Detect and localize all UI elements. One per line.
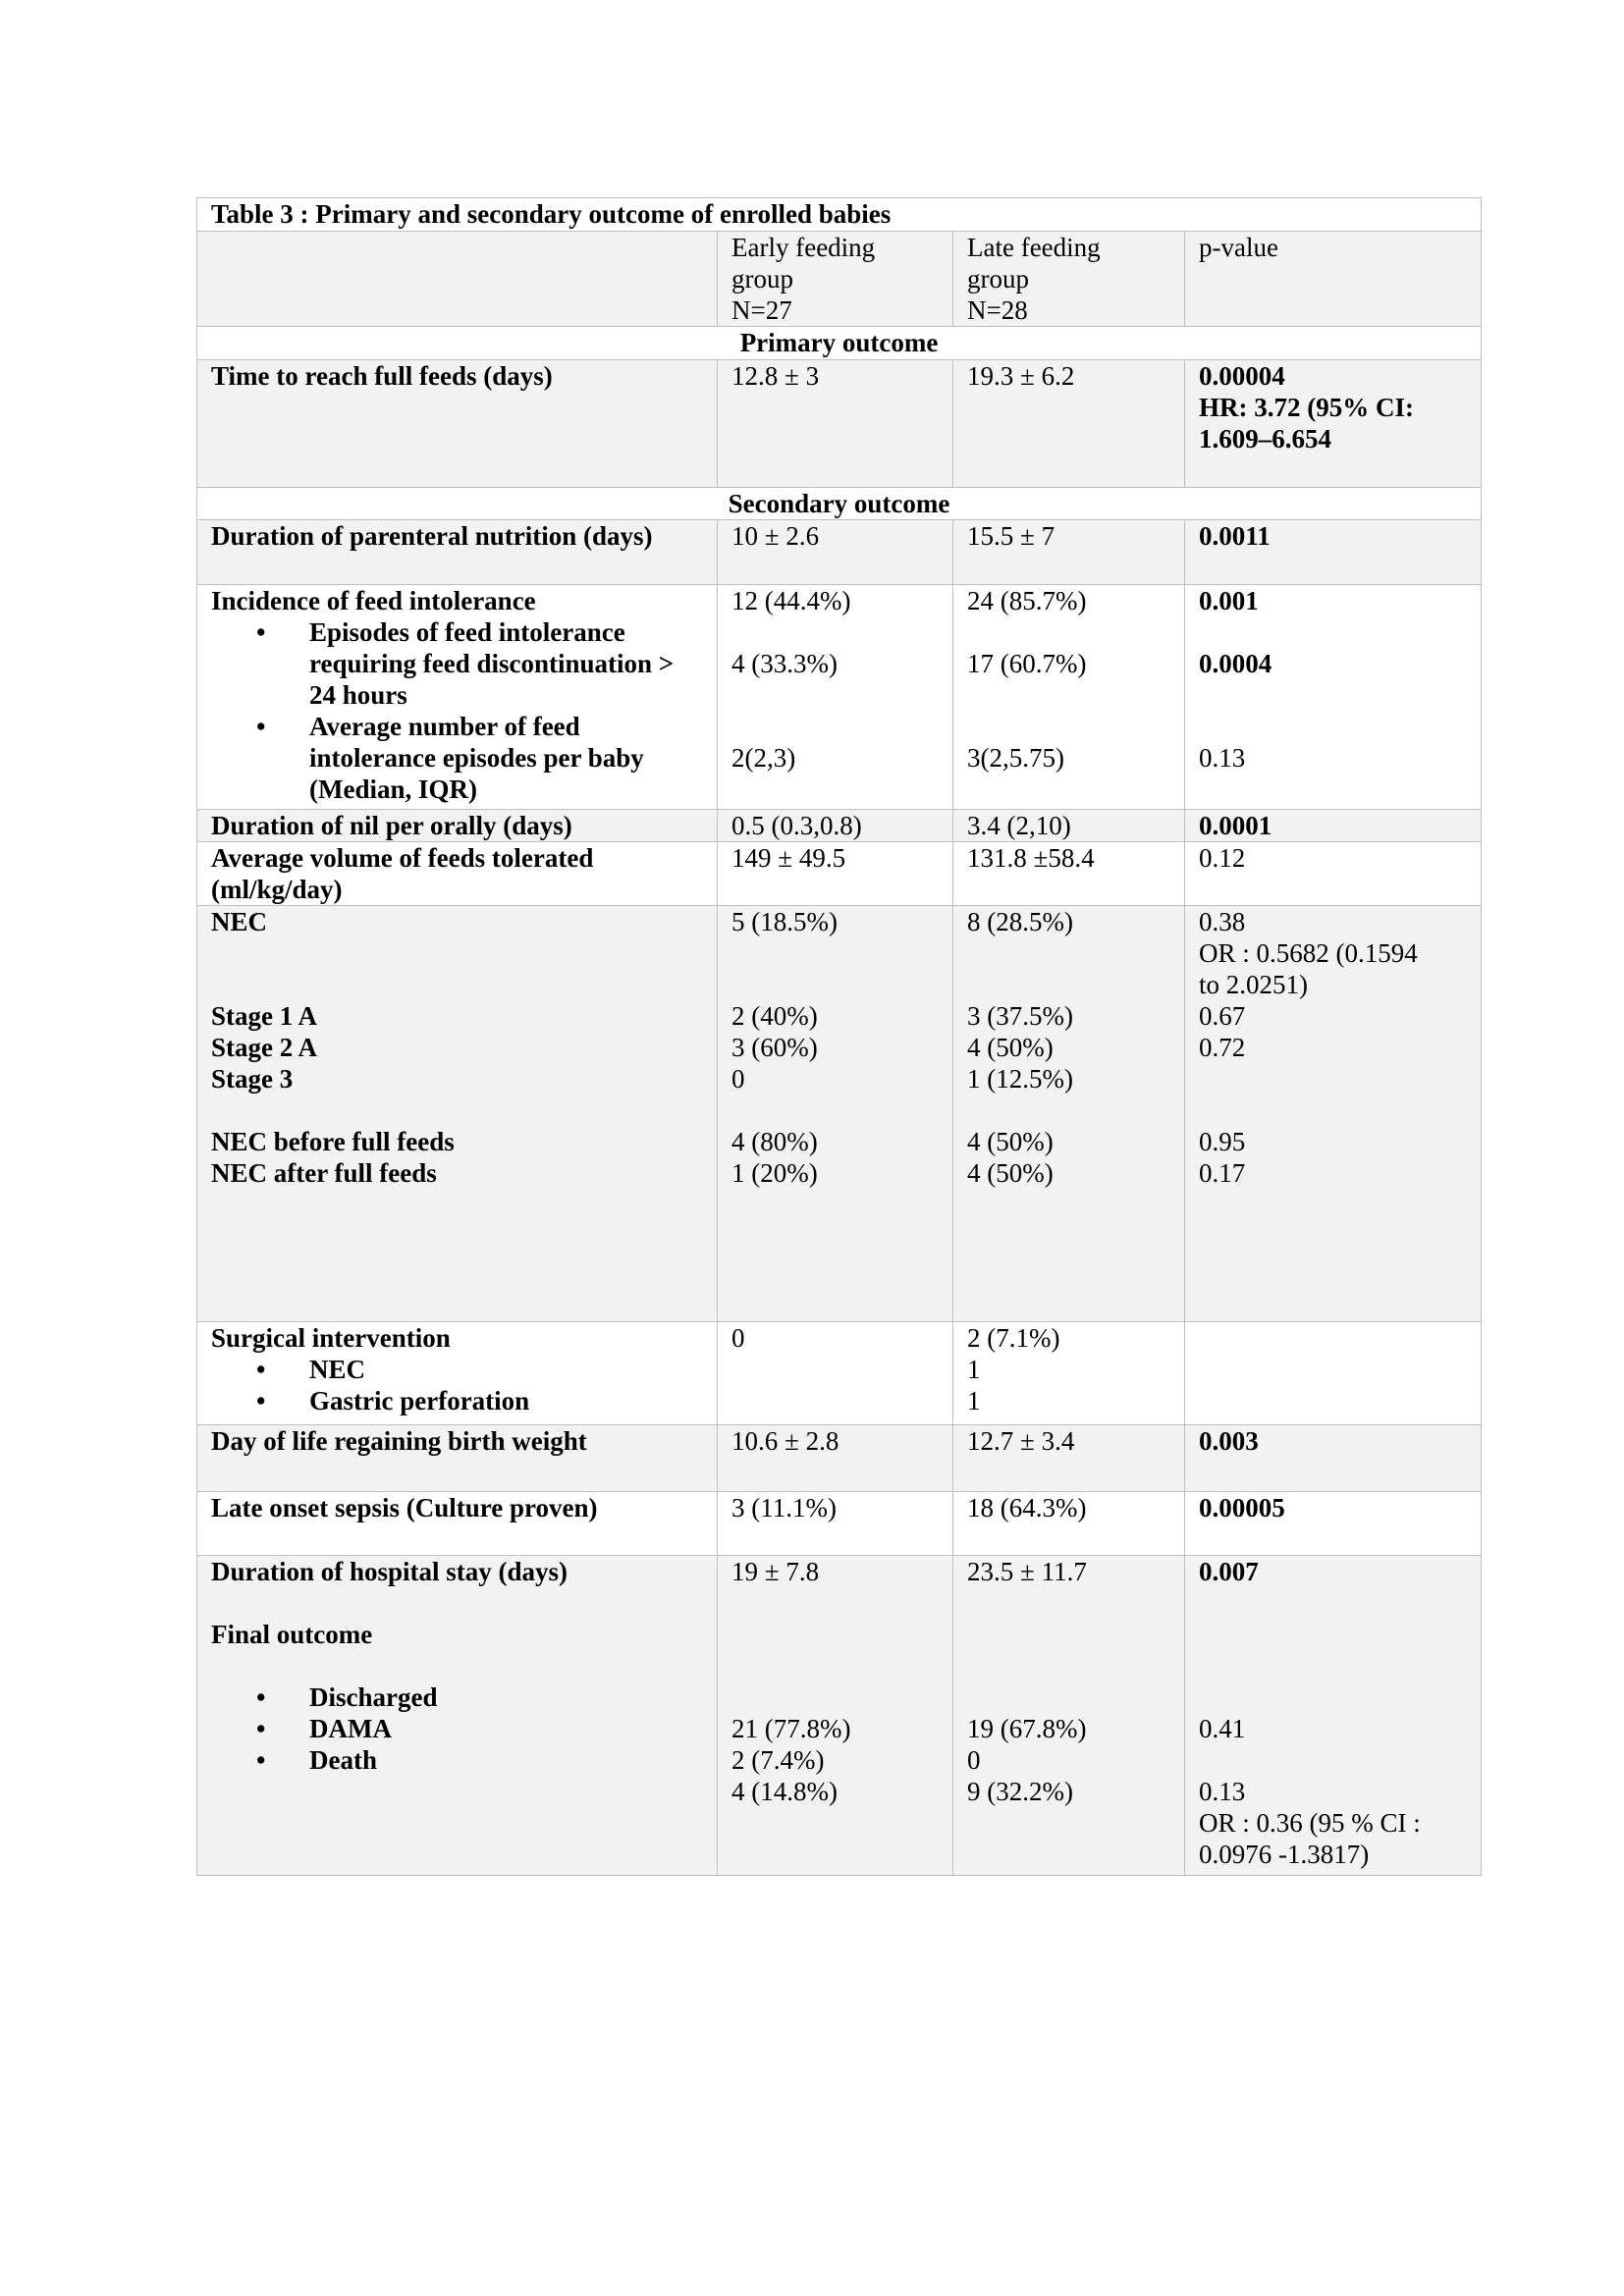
value-line: 4 (80%) bbox=[731, 1127, 818, 1156]
stage-label: Stage 3 bbox=[211, 1064, 294, 1094]
bullet-item: • Death bbox=[211, 1744, 703, 1776]
feed-intolerance-label: Incidence of feed intolerance bbox=[211, 586, 536, 615]
header-late-line: group bbox=[967, 264, 1029, 294]
p-value bbox=[1185, 1322, 1482, 1425]
late-value bbox=[953, 1556, 1185, 1876]
value-line: 5 (18.5%) bbox=[731, 907, 838, 936]
table-row bbox=[197, 1425, 1482, 1492]
value-line: 4 (14.8%) bbox=[731, 1777, 838, 1806]
early-value: 0.5 (0.3,0.8) bbox=[718, 810, 953, 842]
header-early-line: Early feeding bbox=[731, 233, 876, 262]
row-label: Day of life regaining birth weight bbox=[197, 1425, 718, 1492]
early-value: 10 ± 2.6 bbox=[718, 520, 953, 585]
early-value bbox=[718, 1556, 953, 1876]
table-row bbox=[197, 1492, 1482, 1556]
row-label: Late onset sepsis (Culture proven) bbox=[197, 1492, 718, 1556]
value-line: 12 (44.4%) bbox=[731, 586, 851, 615]
table-row bbox=[197, 585, 1482, 810]
value-line: 3(2,5.75) bbox=[967, 743, 1064, 773]
bullet-line: requiring feed discontinuation > bbox=[309, 649, 675, 678]
hospital-stay-label: Duration of hospital stay (days) bbox=[211, 1557, 568, 1586]
value-line: 24 (85.7%) bbox=[967, 586, 1087, 615]
p-value bbox=[1185, 585, 1482, 810]
early-value: 0 bbox=[718, 1322, 953, 1425]
section-row bbox=[197, 488, 1482, 520]
early-value bbox=[718, 906, 953, 1322]
value-line: 19 (67.8%) bbox=[967, 1714, 1087, 1743]
late-value: 3.4 (2,10) bbox=[953, 810, 1185, 842]
bullet-line: intolerance episodes per baby bbox=[309, 743, 644, 773]
p-value-line: 0.67 bbox=[1199, 1001, 1246, 1031]
outcome-table bbox=[196, 197, 1482, 1876]
bullet-item: • DAMA bbox=[211, 1713, 703, 1744]
p-value-line: 0.001 bbox=[1199, 586, 1259, 615]
p-value-line: OR : 0.36 (95 % CI : bbox=[1199, 1808, 1421, 1838]
p-value-line: 0.00004 bbox=[1199, 361, 1285, 391]
row-label bbox=[197, 906, 718, 1322]
label-line: (ml/kg/day) bbox=[211, 875, 343, 904]
header-late-line: Late feeding bbox=[967, 233, 1101, 262]
header-early-line: N=27 bbox=[731, 295, 792, 325]
bullet-item bbox=[211, 616, 703, 711]
value-line: 2 (40%) bbox=[731, 1001, 818, 1031]
value-line: 4 (50%) bbox=[967, 1127, 1054, 1156]
label-line: Average volume of feeds tolerated bbox=[211, 843, 594, 873]
header-row bbox=[197, 232, 1482, 327]
header-early-line: group bbox=[731, 264, 793, 294]
table-row bbox=[197, 810, 1482, 842]
late-value: 131.8 ±58.4 bbox=[953, 842, 1185, 906]
value-line: 9 (32.2%) bbox=[967, 1777, 1073, 1806]
p-value-line: 0.13 bbox=[1199, 1777, 1246, 1806]
timing-label: NEC after full feeds bbox=[211, 1158, 437, 1188]
row-label bbox=[197, 585, 718, 810]
value-line: 2 (7.1%) bbox=[967, 1323, 1060, 1353]
final-outcome-label: Final outcome bbox=[211, 1620, 373, 1649]
row-label bbox=[197, 1556, 718, 1876]
early-value: 10.6 ± 2.8 bbox=[718, 1425, 953, 1492]
value-line: 0 bbox=[967, 1745, 981, 1775]
header-late bbox=[953, 232, 1185, 327]
late-value: 18 (64.3%) bbox=[953, 1492, 1185, 1556]
bullet-item: • NEC bbox=[211, 1354, 703, 1385]
primary-outcome-heading: Primary outcome bbox=[197, 327, 1482, 360]
table-row bbox=[197, 1556, 1482, 1876]
table-row bbox=[197, 360, 1482, 488]
p-value bbox=[1185, 360, 1482, 488]
table-row bbox=[197, 520, 1482, 585]
p-value: 0.0001 bbox=[1185, 810, 1482, 842]
p-value-line: 0.38 bbox=[1199, 907, 1246, 936]
row-label bbox=[197, 842, 718, 906]
p-value: 0.003 bbox=[1185, 1425, 1482, 1492]
late-value bbox=[953, 1322, 1185, 1425]
p-value-line: 0.41 bbox=[1199, 1714, 1246, 1743]
value-line: 8 (28.5%) bbox=[967, 907, 1073, 936]
late-value: 15.5 ± 7 bbox=[953, 520, 1185, 585]
p-value-line: 1.609–6.654 bbox=[1199, 424, 1331, 454]
value-line: 1 (12.5%) bbox=[967, 1064, 1073, 1094]
timing-label: NEC before full feeds bbox=[211, 1127, 455, 1156]
p-value-line: 0.95 bbox=[1199, 1127, 1246, 1156]
bullet-line: (Median, IQR) bbox=[309, 774, 477, 804]
p-value-line: to 2.0251) bbox=[1199, 970, 1308, 999]
bullet-item: • Discharged bbox=[211, 1682, 703, 1713]
header-early bbox=[718, 232, 953, 327]
p-value-line: HR: 3.72 (95% CI: bbox=[1199, 393, 1414, 422]
table-row bbox=[197, 1322, 1482, 1425]
early-value bbox=[718, 585, 953, 810]
p-value-line: 0.17 bbox=[1199, 1158, 1246, 1188]
p-value: 0.12 bbox=[1185, 842, 1482, 906]
header-pvalue: p-value bbox=[1185, 232, 1482, 327]
row-label bbox=[197, 1322, 718, 1425]
value-line: 2(2,3) bbox=[731, 743, 796, 773]
table-title: Table 3 : Primary and secondary outcome of enrolled babies bbox=[197, 198, 1482, 232]
table-row bbox=[197, 842, 1482, 906]
late-value: 12.7 ± 3.4 bbox=[953, 1425, 1185, 1492]
value-line: 1 (20%) bbox=[731, 1158, 818, 1188]
p-value-line: 0.72 bbox=[1199, 1033, 1246, 1062]
value-line: 3 (37.5%) bbox=[967, 1001, 1073, 1031]
early-value: 149 ± 49.5 bbox=[718, 842, 953, 906]
header-late-line: N=28 bbox=[967, 295, 1028, 325]
p-value-line: 0.0004 bbox=[1199, 649, 1272, 678]
value-line: 1 bbox=[967, 1386, 981, 1415]
value-line: 4 (50%) bbox=[967, 1158, 1054, 1188]
stage-label: Stage 2 A bbox=[211, 1033, 317, 1062]
early-value: 12.8 ± 3 bbox=[718, 360, 953, 488]
header-empty-cell bbox=[197, 232, 718, 327]
stage-label: Stage 1 A bbox=[211, 1001, 317, 1031]
bullet-line: • Average number of feed bbox=[309, 712, 580, 741]
row-label: Duration of parenteral nutrition (days) bbox=[197, 520, 718, 585]
value-line: 21 (77.8%) bbox=[731, 1714, 851, 1743]
value-line: 4 (50%) bbox=[967, 1033, 1054, 1062]
section-row bbox=[197, 327, 1482, 360]
value-line: 23.5 ± 11.7 bbox=[967, 1557, 1087, 1586]
value-line: 4 (33.3%) bbox=[731, 649, 838, 678]
p-value: 0.0011 bbox=[1185, 520, 1482, 585]
value-line: 2 (7.4%) bbox=[731, 1745, 825, 1775]
surgical-label: Surgical intervention bbox=[211, 1323, 451, 1353]
title-row bbox=[197, 198, 1482, 232]
p-value: 0.00005 bbox=[1185, 1492, 1482, 1556]
secondary-outcome-heading: Secondary outcome bbox=[197, 488, 1482, 520]
nec-label: NEC bbox=[211, 907, 268, 936]
p-value-line: 0.0976 -1.3817) bbox=[1199, 1840, 1370, 1869]
late-value bbox=[953, 585, 1185, 810]
bullet-line: 24 hours bbox=[309, 680, 407, 710]
row-label: Duration of nil per orally (days) bbox=[197, 810, 718, 842]
table-row bbox=[197, 906, 1482, 1322]
value-line: 19 ± 7.8 bbox=[731, 1557, 820, 1586]
value-line: 3 (60%) bbox=[731, 1033, 818, 1062]
value-line: 0 bbox=[731, 1064, 745, 1094]
early-value: 3 (11.1%) bbox=[718, 1492, 953, 1556]
p-value-line: 0.13 bbox=[1199, 743, 1246, 773]
late-value: 19.3 ± 6.2 bbox=[953, 360, 1185, 488]
bullet-line: • Episodes of feed intolerance bbox=[309, 617, 625, 647]
p-value-line: OR : 0.5682 (0.1594 bbox=[1199, 938, 1418, 968]
row-label: Time to reach full feeds (days) bbox=[197, 360, 718, 488]
value-line: 1 bbox=[967, 1355, 981, 1384]
p-value bbox=[1185, 1556, 1482, 1876]
bullet-item bbox=[211, 711, 703, 805]
value-line: 17 (60.7%) bbox=[967, 649, 1087, 678]
p-value-line: 0.007 bbox=[1199, 1557, 1259, 1586]
bullet-item: • Gastric perforation bbox=[211, 1385, 703, 1416]
late-value bbox=[953, 906, 1185, 1322]
p-value bbox=[1185, 906, 1482, 1322]
